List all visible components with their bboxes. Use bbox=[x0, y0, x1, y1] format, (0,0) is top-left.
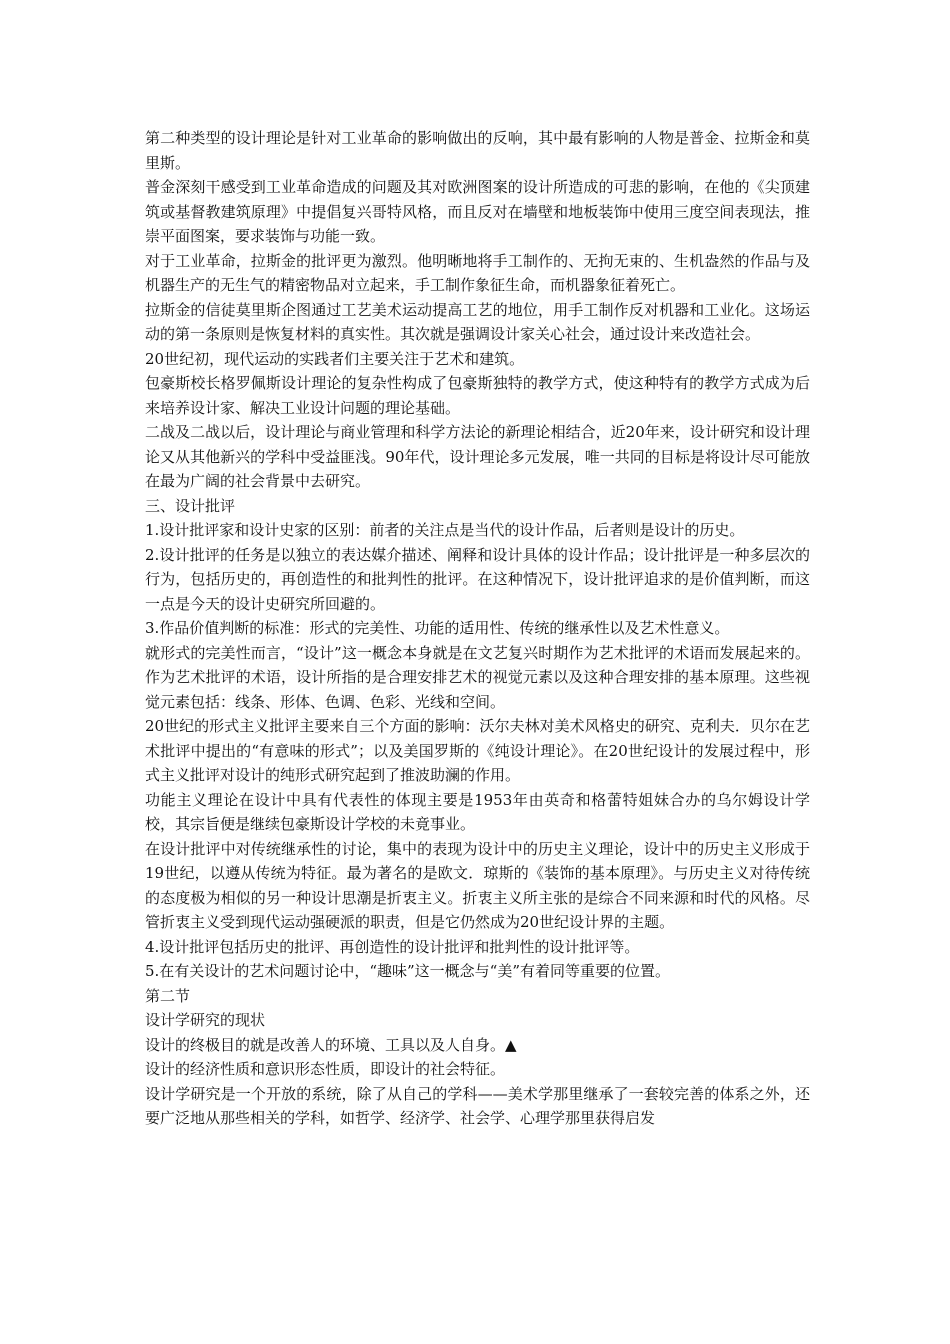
paragraph-formal-perfection: 就形式的完美性而言，“设计”这一概念本身就是在文艺复兴时期作为艺术批评的术语而发展起来的。作为艺术批评的术语，设计所指的是合理安排艺术的视觉元素以及这种合理安排的基本原理。这些视觉元素包括：线条、形体、色调、色彩、光线和空间。 bbox=[145, 643, 810, 711]
section-heading-design-criticism: 三、设计批评 bbox=[145, 496, 236, 515]
paragraph-design-social-features: 设计的经济性质和意识形态性质，即设计的社会特征。 bbox=[145, 1060, 506, 1078]
list-item-value-criteria: 3.作品价值判断的标准：形式的完美性、功能的适用性、传统的继承性以及艺术性意义。 bbox=[145, 619, 730, 637]
paragraph-design-ultimate-goal: 设计的终极目的就是改善人的环境、工具以及人自身。▲ bbox=[145, 1035, 517, 1054]
paragraph-functionalism: 功能主义理论在设计中具有代表性的体现主要是1953年由英奇和格蕾特姐妹合办的乌尔姆设计学校，其宗旨便是继续包豪斯设计学校的未竟事业。 bbox=[145, 790, 810, 833]
paragraph-design-theory-second-type: 第二种类型的设计理论是针对工业革命的影响做出的反响，其中最有影响的人物是普金、拉斯金和莫里斯。 bbox=[145, 129, 810, 172]
paragraph-formalist-criticism: 20世纪的形式主义批评主要来自三个方面的影响：沃尔夫林对美术风格史的研究、克利夫．贝尔在艺术批评中提出的“有意味的形式”；以及美国罗斯的《纯设计理论》。在20世纪设计的发展过程中，形式主义批评对设计的纯形式研究起到了推波助澜的作用。 bbox=[145, 717, 810, 784]
paragraph-open-system: 设计学研究是一个开放的系统，除了从自己的学科——美术学那里继承了一套较完善的体系之外，还要广泛地从那些相关的学科，如哲学、经济学、社会学、心理学那里获得启发 bbox=[145, 1084, 810, 1127]
document-page bbox=[145, 126, 810, 1131]
paragraph-bauhaus-gropius: 包豪斯校长格罗佩斯设计理论的复杂性构成了包豪斯独特的教学方式，使这种特有的教学方式成为后来培养设计家、解决工业设计问题的理论基础。 bbox=[145, 374, 810, 417]
list-item-criticism-task: 2.设计批评的任务是以独立的表达媒介描述、阐释和设计具体的设计作品；设计批评是一种多层次的行为，包括历史的，再创造性的和批判性的批评。在这种情况下，设计批评追求的是价值判断，而这一点是今天的设计史研究所回避的。 bbox=[145, 545, 810, 613]
paragraph-modern-movement: 20世纪初，现代运动的实践者们主要关注于艺术和建筑。 bbox=[145, 349, 525, 368]
list-item-taste-and-beauty: 5.在有关设计的艺术问题讨论中，“趣味”这一概念与“美”有着同等重要的位置。 bbox=[145, 962, 670, 980]
list-item-criticism-types: 4.设计批评包括历史的批评、再创造性的设计批评和批判性的设计批评等。 bbox=[145, 937, 640, 956]
section-heading-second-section: 第二节 bbox=[145, 986, 191, 1005]
paragraph-historicism: 在设计批评中对传统继承性的讨论，集中的表现为设计中的历史主义理论，设计中的历史主义形成于19世纪，以遵从传统为特征。最为著名的是欧文．琼斯的《装饰的基本原理》。与历史主义对待传统的态度极为相似的另一种设计思潮是折衷主义。折衷主义所主张的是综合不同来源和时代的风格。尽管折衷主义受到现代运动强硬派的职责，但是它仍然成为20世纪设计界的主题。 bbox=[145, 839, 810, 931]
section-heading-research-status: 设计学研究的现状 bbox=[145, 1011, 266, 1029]
list-item-critic-vs-historian: 1.设计批评家和设计史家的区别：前者的关注点是当代的设计作品，后者则是设计的历史。 bbox=[145, 521, 745, 539]
paragraph-pugin: 普金深刻干感受到工业革命造成的问题及其对欧洲图案的设计所造成的可悲的影响，在他的《尖顶建筑或基督教建筑原理》中提倡复兴哥特风格，而且反对在墙壁和地板装饰中使用三度空间表现法，推崇平面图案，要求装饰与功能一致。 bbox=[145, 178, 810, 245]
paragraph-ruskin: 对于工业革命，拉斯金的批评更为激烈。他明晰地将手工制作的、无拘无束的、生机盎然的作品与及机器生产的无生气的精密物品对立起来，手工制作象征生命，而机器象征着死亡。 bbox=[145, 251, 810, 294]
paragraph-postwar-design-theory: 二战及二战以后，设计理论与商业管理和科学方法论的新理论相结合，近20年来，设计研究和设计理论又从其他新兴的学科中受益匪浅。90年代，设计理论多元发展，唯一共同的目标是将设计尽可能放在最为广阔的社会背景中去研究。 bbox=[145, 423, 810, 490]
paragraph-morris: 拉斯金的信徒莫里斯企图通过工艺美术运动提高工艺的地位，用手工制作反对机器和工业化。这场运动的第一条原则是恢复材料的真实性。其次就是强调设计家关心社会，通过设计来改造社会。 bbox=[145, 300, 810, 343]
